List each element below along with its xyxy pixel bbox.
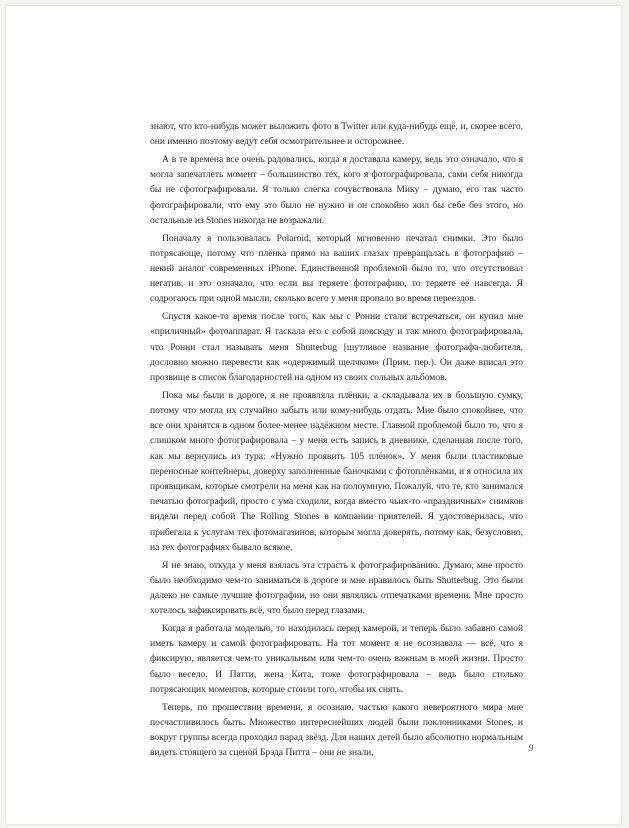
paragraph: Спустя какое-то время после того, как мы с Ронни стали встречаться, он купил мне «приличный» фотоаппарат. Я таскала его с собой повсюду и так много фотографировала, что Ронни стал называть меня Shutterbug [шутливое название фотографа-любителя, дословно можно перевести как «одержимый щелчком» (Прим. пер.). Он даже вписал это прозвище в список благодарностей на одном из своих сольных альбомов.: [150, 311, 523, 384]
book-page: [6, 6, 621, 824]
paragraph: Когда я работала моделью, то находилась перед камерой, и теперь было забавно самой иметь камеру и самой фотографировать. На тот момент я не осознавала — всё, что я фиксирую, является чем-то уникальным или чем-то очень важным в моей жизни. Просто было весело. И Патти, жена Кита, тоже фотографировала – ведь было столько потрясающих моментов, которые стоили того, чтобы их снять.: [150, 623, 523, 695]
paragraph: Теперь, по прошествии времени, я осознаю, частью какого невероятного мира мне посчастливилось быть. Множество интереснейших людей были поклонниками Stones, и вокруг группы всегда проходил парад звёзд. Для наших детей было абсолютно нормальным видеть стоящего за сценой Брэда Питта – они не знали,: [150, 701, 523, 759]
paragraph: А в те времена все очень радовались, когда я доставала камеру, ведь это означало, что я могла запечатлеть момент – большинство тех, кого я фотографировала, сами себя никогда бы не сфотографировали. Я только слегка сочувствовала Мику – думаю, его так часто фотографировали, что ему это было не нужно и он спокойно жил бы себе без этого, но остальные из Stones никогда не возражали.: [150, 154, 523, 226]
paragraph: Я не знаю, откуда у меня взялась эта страсть к фотографированию. Думаю, мне просто было необходимо чем-то заниматься в дороге и мне нравилось быть Shutterbug. Это были далеко не самые лучшие фотографии, но они являлись отпечатками времени. Мне просто хотелось зафиксировать всё, что было перед глазами.: [150, 559, 523, 617]
paragraph: Поначалу я пользовалась Polaroid, который мгновенно печатал снимки. Это было потрясающе, потому что плёнка прямо на ваших глазах превращалась в фотографию – некий аналог современных iPhone. Единственной проблемой было то, что отсутствовал негатив, и это означало, что если вы теряете фотографию, то теряете её навсегда. Я содрогаюсь при одной мысли, сколько всего у меня пропало во время переездов.: [150, 232, 523, 305]
paragraph: Пока мы были в дороге, я не проявляла плёнки, а складывала их в большую сумку, потому что могла их случайно забыть или кому-нибудь отдать. Мне было спокойнее, что все они хранятся в одном более-менее надёжном месте. Главной проблемой было то, что я слишком много фотографировала – у меня есть запись в дневнике, сделанная после того, как мы вернулись из тура: «Нужно проявить 105 плёнок». У меня были пластиковые переносные контейнеры, доверху заполненные баночками с фотоплёнками, и я относила их проявщикам, которые смотрели на меня как на полоумную. Пожалуй, что те, кто занимался печатью фотографий, просто с ума сходили, когда вместо чьих-то «праздничных» снимков видели перед собой The Rolling Stones в компании приятелей. Я удостоверилась, что прибегала к услугам тех фотомагазинов, которым могла доверять, потому как, безусловно, на тех фотографиях бывало всякое.: [150, 389, 523, 553]
page-number: 9: [529, 743, 534, 753]
paragraph: знают, что кто-нибудь может выложить фото в Twitter или куда-нибудь ещё, и, скорее всего, они именно поэтому ведут себя осмотрительнее и осторожнее.: [150, 121, 523, 148]
body-text: [150, 119, 523, 763]
